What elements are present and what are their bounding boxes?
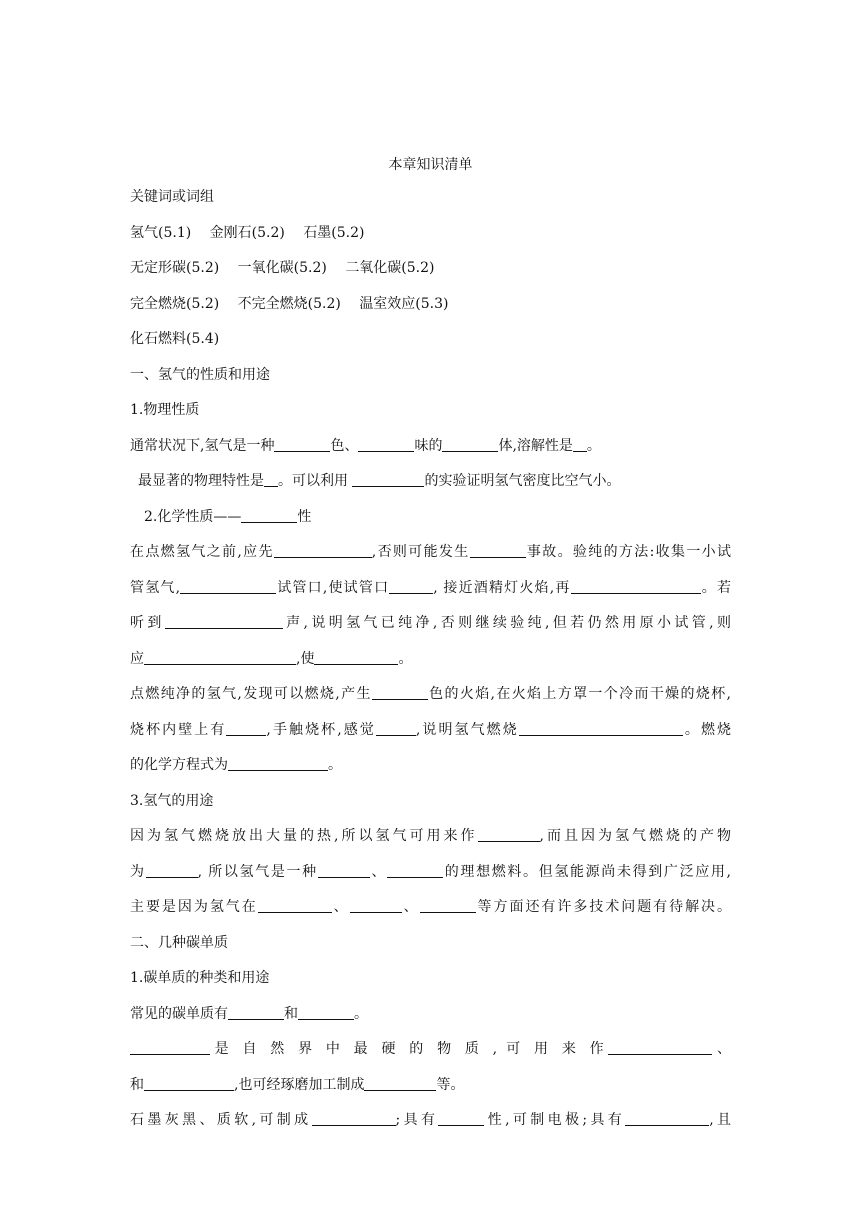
- keyword: 化石燃料(5.4): [130, 331, 220, 347]
- answer-blank: [389, 579, 433, 594]
- text-line: 为 , 所以氢气是一种 、 的理想燃料。但氢能源尚未得到广泛应用,: [130, 863, 731, 880]
- answer-blank: [438, 1111, 484, 1126]
- text-line: 是 自 然 界 中 最 硬 的 物 质 , 可 用 来 作 、: [130, 1032, 731, 1068]
- answer-blank: [228, 756, 328, 771]
- answer-blank: [226, 721, 266, 736]
- answer-blank: [274, 543, 372, 558]
- answer-blank: [298, 1005, 354, 1020]
- subsection-heading: 1.碳单质的种类和用途: [130, 970, 270, 986]
- keyword: 温室效应(5.3): [359, 295, 449, 312]
- keyword: 不完全燃烧(5.2): [237, 295, 341, 312]
- page-title: 本章知识清单: [388, 157, 473, 173]
- keyword: 金刚石(5.2): [209, 224, 285, 241]
- answer-blank: [442, 437, 498, 452]
- answer-blank: [264, 472, 278, 487]
- answer-blank: [144, 650, 296, 665]
- text-line: 点燃纯净的氢气,发现可以燃烧,产生 色的火焰,在火焰上方罩一个冷而干燥的烧杯,: [130, 686, 731, 702]
- answer-blank: [258, 898, 332, 913]
- answer-blank: [352, 472, 424, 487]
- answer-blank: [144, 1076, 234, 1091]
- answer-blank: [312, 1111, 396, 1126]
- subsection-heading: 2.化学性质—— 性: [144, 508, 312, 525]
- answer-blank: [420, 898, 476, 913]
- text-line: 在点燃氢气之前,应先 ,否则可能发生 事故。验纯的方法:收集一小试: [130, 544, 731, 560]
- answer-blank: [376, 721, 416, 736]
- text-line: 的化学方程式为 。: [130, 757, 342, 773]
- answer-blank: [372, 685, 428, 700]
- answer-blank: [571, 579, 701, 594]
- keywords-row-4: [130, 322, 731, 358]
- text-line: 管氢气, 试管口,使试管口 , 接近酒精灯火焰,再 。若: [130, 579, 732, 596]
- subsection-heading: 1.物理性质: [130, 402, 200, 418]
- answer-blank: [470, 543, 526, 558]
- keyword: 无定形碳(5.2): [130, 260, 220, 276]
- text-line: 和 ,也可经琢磨加工制成 等。: [130, 1076, 465, 1093]
- text-line: 烧杯内壁上有 ,手触烧杯,感觉 ,说明氢气燃烧 。燃烧: [130, 721, 732, 738]
- answer-blank: [358, 437, 414, 452]
- keywords-row-2: [130, 251, 731, 287]
- answer-blank: [519, 721, 683, 736]
- document-page: [130, 150, 731, 1139]
- keyword: 氢气(5.1): [130, 224, 192, 241]
- answer-blank: [314, 650, 398, 665]
- text-line: 常见的碳单质有 和 。: [130, 1005, 368, 1022]
- answer-blank: [274, 437, 330, 452]
- subsection-heading: 3.氢气的用途: [130, 792, 214, 809]
- answer-blank: [478, 827, 540, 842]
- keywords-heading: 关键词或词组: [130, 189, 214, 205]
- keyword: 完全燃烧(5.2): [130, 295, 220, 312]
- keyword: 一氧化碳(5.2): [237, 260, 327, 276]
- answer-blank: [573, 437, 587, 452]
- answer-blank: [146, 863, 198, 878]
- text-line: 通常状况下,氢气是一种 色、 味的 体,溶解性是 。: [130, 437, 601, 454]
- answer-blank: [228, 1005, 284, 1020]
- answer-blank: [130, 1040, 210, 1055]
- answer-blank: [387, 863, 443, 878]
- text-line: 因为氢气燃烧放出大量的热,所以氢气可用来作 ,而且因为氢气燃烧的产物: [130, 828, 731, 844]
- answer-blank: [350, 898, 402, 913]
- answer-blank: [608, 1040, 712, 1055]
- section-heading: 二、几种碳单质: [130, 934, 228, 951]
- text-line: 应 ,使 。: [130, 650, 413, 667]
- text-line: 听到 声,说明氢气已纯净,否则继续验纯,但若仍然用原小试管,则: [130, 615, 731, 631]
- keywords-row-3: [130, 287, 731, 323]
- keyword: 石墨(5.2): [303, 224, 365, 241]
- answer-blank: [180, 579, 276, 594]
- text-line: 主要是因为氢气在 、 、 等方面还有许多技术问题有待解决。: [130, 899, 732, 915]
- answer-blank: [364, 1076, 436, 1091]
- keywords-row-1: [130, 216, 731, 252]
- answer-blank: [625, 1111, 709, 1126]
- keyword: 二氧化碳(5.2): [345, 260, 435, 276]
- answer-blank: [241, 508, 297, 523]
- section-heading: 一、氢气的性质和用途: [130, 366, 270, 383]
- text-line: 最显著的物理特性是 。可以利用 的实验证明氢气密度比空气小。: [138, 473, 621, 489]
- answer-blank: [165, 614, 283, 629]
- answer-blank: [318, 863, 370, 878]
- text-line: 石墨灰黑、质软,可制成 ;具有 性,可制电极;具有 ,且: [130, 1112, 732, 1128]
